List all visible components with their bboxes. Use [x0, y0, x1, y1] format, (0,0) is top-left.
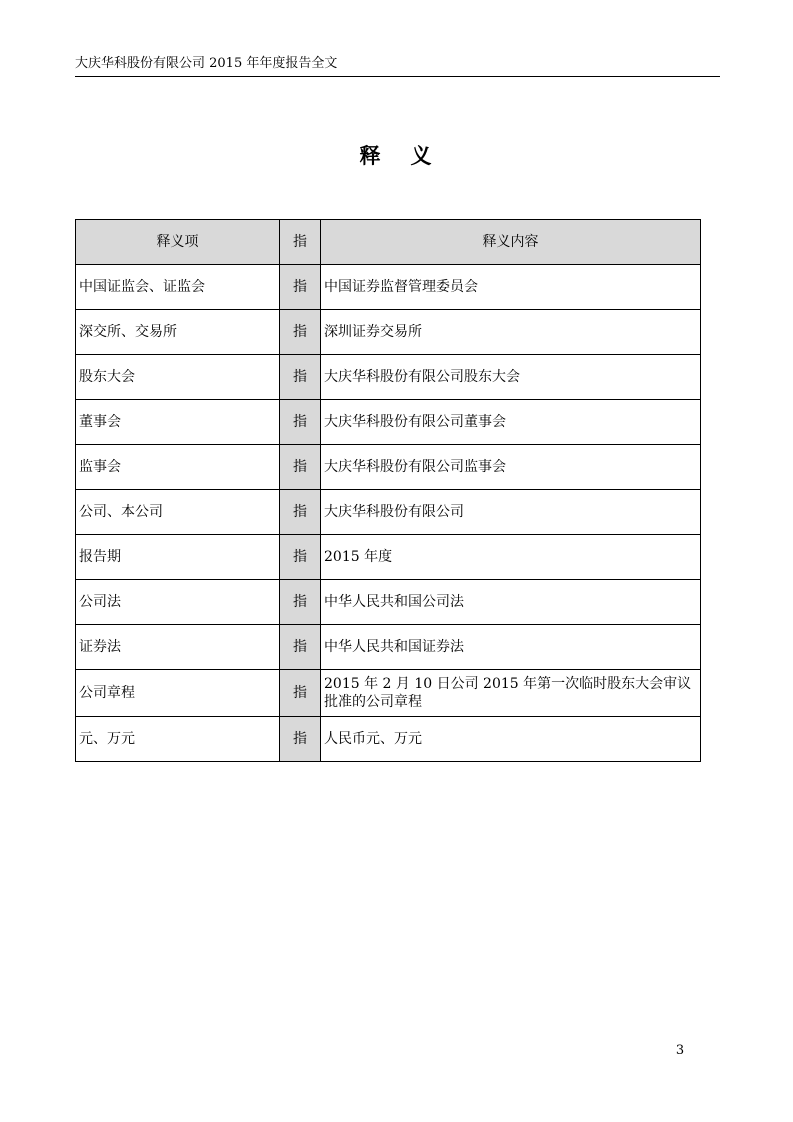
meaning-cell: 中华人民共和国证券法: [321, 625, 701, 670]
term-cell: 证券法: [76, 625, 280, 670]
term-cell: 公司、本公司: [76, 490, 280, 535]
term-cell: 元、万元: [76, 717, 280, 762]
table-row: [76, 355, 701, 400]
table-row: [76, 310, 701, 355]
term-cell: 公司章程: [76, 670, 280, 717]
term-cell: 股东大会: [76, 355, 280, 400]
table-row: [76, 717, 701, 762]
mark-cell: 指: [280, 535, 321, 580]
column-header-term: 释义项: [76, 220, 280, 265]
table-row: [76, 490, 701, 535]
mark-cell: 指: [280, 580, 321, 625]
table-row: [76, 445, 701, 490]
term-cell: 公司法: [76, 580, 280, 625]
meaning-cell: 人民币元、万元: [321, 717, 701, 762]
mark-cell: 指: [280, 355, 321, 400]
title-char-1: 释: [359, 143, 383, 168]
term-cell: 深交所、交易所: [76, 310, 280, 355]
page-title: [0, 140, 793, 170]
column-header-meaning: 释义内容: [321, 220, 701, 265]
table-row: [76, 580, 701, 625]
mark-cell: 指: [280, 490, 321, 535]
table-header-row: [76, 220, 701, 265]
table-row: [76, 265, 701, 310]
meaning-cell: 大庆华科股份有限公司: [321, 490, 701, 535]
title-char-2: 义: [410, 143, 434, 168]
meaning-cell: 2015 年 2 月 10 日公司 2015 年第一次临时股东大会审议批准的公司章程: [321, 670, 701, 717]
meaning-cell: 大庆华科股份有限公司监事会: [321, 445, 701, 490]
table-row: [76, 625, 701, 670]
column-header-mark: 指: [280, 220, 321, 265]
meaning-cell: 大庆华科股份有限公司董事会: [321, 400, 701, 445]
page-number: 3: [675, 1043, 685, 1058]
mark-cell: 指: [280, 670, 321, 717]
term-cell: 中国证监会、证监会: [76, 265, 280, 310]
table-row: [76, 400, 701, 445]
meaning-cell: 中华人民共和国公司法: [321, 580, 701, 625]
definitions-table: [75, 219, 701, 762]
meaning-cell: 2015 年度: [321, 535, 701, 580]
meaning-cell: 深圳证券交易所: [321, 310, 701, 355]
meaning-cell: 大庆华科股份有限公司股东大会: [321, 355, 701, 400]
table-row: [76, 535, 701, 580]
table-row: [76, 670, 701, 717]
term-cell: 监事会: [76, 445, 280, 490]
term-cell: 报告期: [76, 535, 280, 580]
mark-cell: 指: [280, 445, 321, 490]
mark-cell: 指: [280, 400, 321, 445]
term-cell: 董事会: [76, 400, 280, 445]
mark-cell: 指: [280, 310, 321, 355]
mark-cell: 指: [280, 717, 321, 762]
running-header: 大庆华科股份有限公司 2015 年年度报告全文: [75, 55, 720, 77]
mark-cell: 指: [280, 625, 321, 670]
meaning-cell: 中国证券监督管理委员会: [321, 265, 701, 310]
mark-cell: 指: [280, 265, 321, 310]
